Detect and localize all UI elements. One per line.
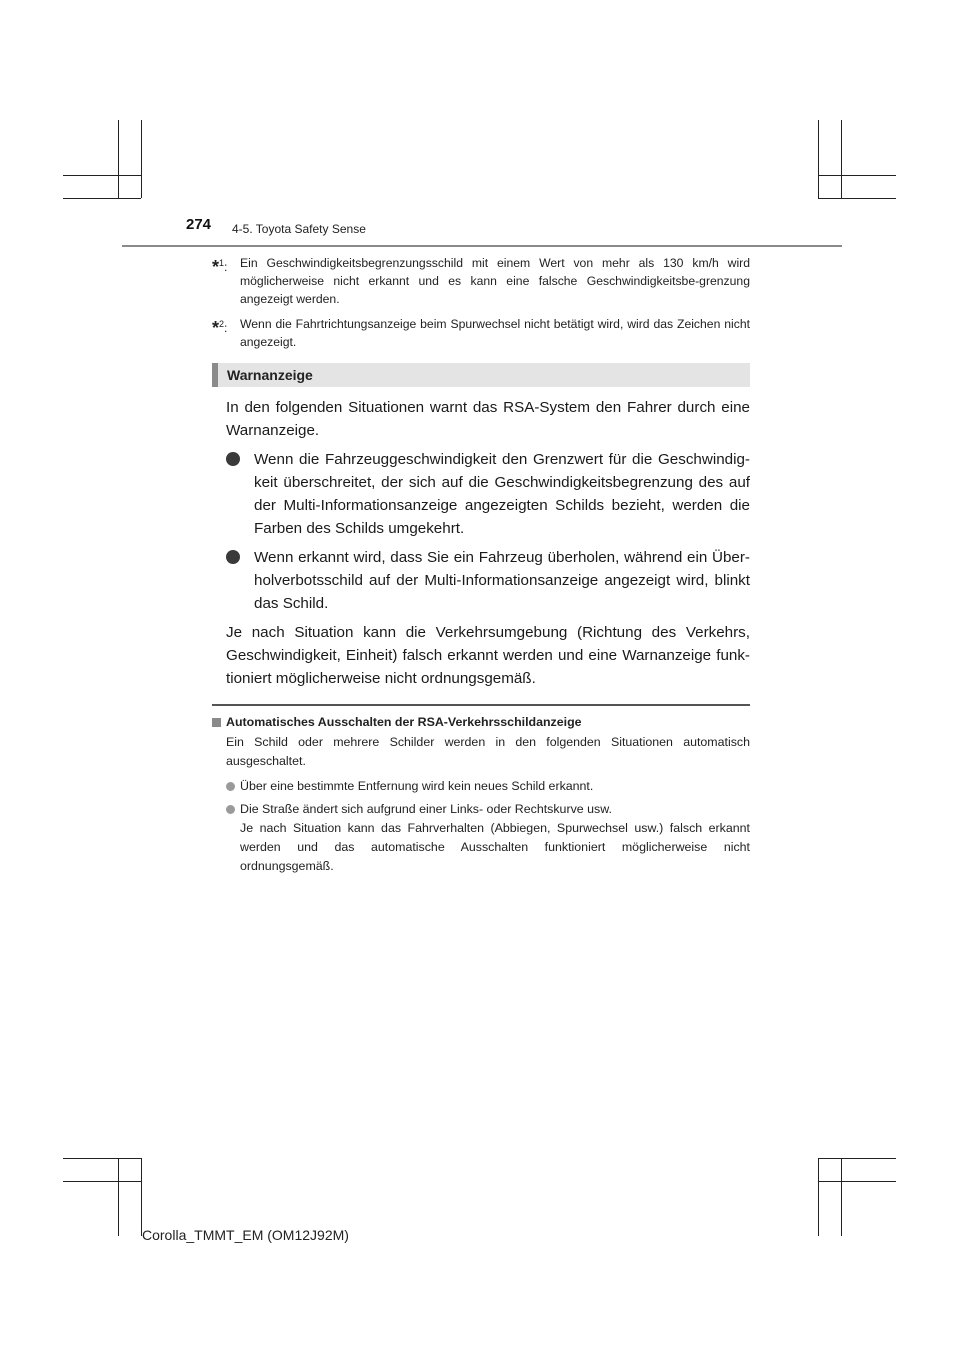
warning-note: Je nach Situation kann die Verkehrsumgebung (Richtung des Verkehrs, Geschwindigkeit, Einheit) falsch erkannt werden und eine Warnanzeige funk-tioniert möglicherweise nicht ordnungsgemäß. [226,624,750,687]
footnote-marker: *$^2$: [212,318,228,339]
warning-heading [212,363,750,387]
square-bullet-icon [212,718,221,727]
crop-mark [63,1181,141,1182]
bullet-text: Wenn erkannt wird, dass Sie ein Fahrzeug überholen, während ein Über-holverbotsschild auf der Multi-Informationsanzeige angezeigt wird, blinkt das Schild. [254,549,750,612]
bullet-extra-text: Je nach Situation kann das Fahrverhalten (Abbiegen, Spurwechsel usw.) falsch erkannt werden und das automatische Ausschalten funktioniert möglicherweise nicht ordnungsgemäß. [240,821,750,873]
auto-off-bullet-list [226,777,750,876]
crop-mark [118,1158,119,1236]
warning-heading-label: Warnanzeige [227,367,313,383]
footer-doc-id: Corolla_TMMT_EM (OM12J92M) [142,1227,349,1243]
bullet-icon [226,805,235,814]
crop-mark [818,198,896,199]
footnote-1 [212,254,750,308]
crop-mark [118,120,119,198]
crop-mark [818,1158,896,1159]
crop-mark [818,120,819,198]
footnote-text: Ein Geschwindigkeitsbegrenzungsschild mit einem Wert von mehr als 130 km/h wird möglicherweise nicht erkannt und es kann eine falsche Geschwindigkeitsbe-grenzung angezeigt werden. [240,256,750,306]
bullet-text: Wenn die Fahrzeuggeschwindigkeit den Grenzwert für die Geschwindig-keit überschreitet, der sich auf die Geschwindigkeitsbegrenzung des auf der Multi-Informationsanzeige angezeigten Schilds bezieht, werden die Farben des Schilds umgekehrt. [254,451,750,537]
auto-off-heading [212,715,750,729]
crop-mark [63,1158,141,1159]
crop-mark [818,175,896,176]
page-number: 274 [186,216,212,233]
header-divider [122,245,842,247]
crop-mark [63,198,141,199]
auto-off-heading-label: Automatisches Ausschalten der RSA-Verkehrsschildanzeige [226,715,582,729]
list-item [226,800,750,876]
footnote-2 [212,315,750,351]
bullet-content [240,777,750,796]
asterisk-icon: * [212,257,220,278]
footnote-text: Wenn die Fahrtrichtungsanzeige beim Spurwechsel nicht betätigt wird, wird das Zeichen nicht angezeigt. [240,317,750,349]
crop-mark [141,120,142,198]
crop-mark [141,1158,142,1236]
asterisk-icon: * [212,318,220,339]
footnote-number: 2 [219,319,225,329]
bullet-icon [226,550,240,564]
crop-mark [63,175,141,176]
page-content [212,254,750,880]
bullet-icon [226,452,240,466]
crop-mark [818,1158,819,1236]
section-divider [212,704,750,706]
bullet-text: Die Straße ändert sich aufgrund einer Links- oder Rechtskurve usw. [240,802,612,816]
crop-mark [818,1181,896,1182]
list-item [226,546,750,615]
footnote-number: 1 [219,258,225,268]
bullet-icon [226,782,235,791]
crop-mark [841,1158,842,1236]
list-item [226,448,750,540]
warning-intro: In den folgenden Situationen warnt das RSA-System den Fahrer durch eine Warnanzeige. [226,399,750,439]
bullet-text: Über eine bestimmte Entfernung wird kein neues Schild erkannt. [240,779,594,793]
footnote-marker: *$^1$: [212,257,228,278]
heading-accent [212,363,218,387]
warning-bullet-list [226,448,750,615]
auto-off-intro: Ein Schild oder mehrere Schilder werden in den folgenden Situationen automatisch ausgeschaltet. [226,735,750,768]
crop-mark [841,120,842,198]
list-item [226,777,750,796]
section-title: 4-5. Toyota Safety Sense [232,222,366,236]
bullet-content [240,800,750,876]
